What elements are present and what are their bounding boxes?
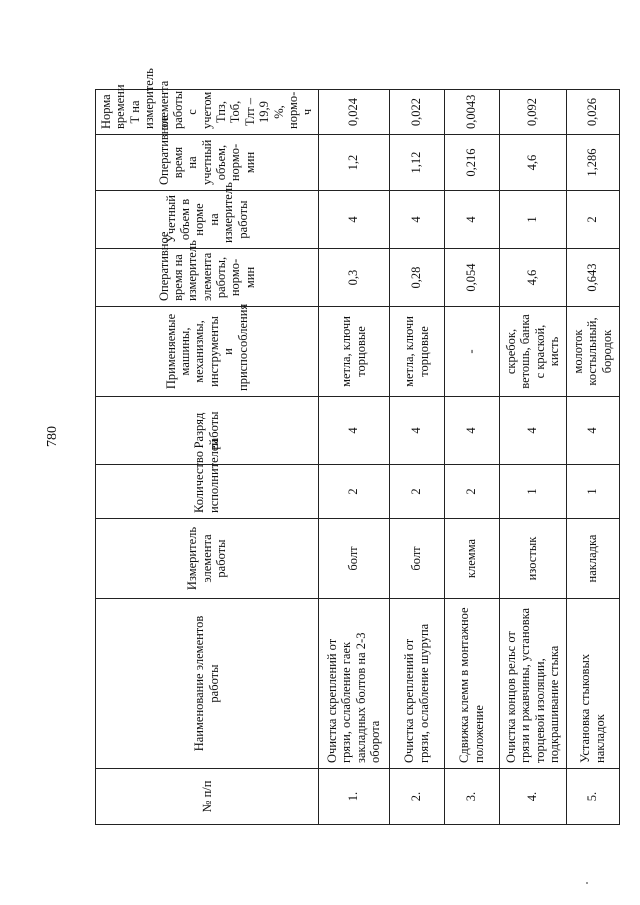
- cell-grade: 4: [318, 397, 389, 465]
- cell-num: 1.: [318, 769, 389, 825]
- header-num: № п/п: [96, 769, 319, 825]
- cell-unit: клемма: [444, 519, 499, 599]
- cell-volume: 4: [318, 191, 389, 249]
- cell-norm: 0,022: [389, 90, 444, 135]
- cell-volume: 1: [499, 191, 566, 249]
- cell-norm: 0,024: [318, 90, 389, 135]
- cell-volume: 2: [566, 191, 619, 249]
- table-row: [566, 90, 619, 825]
- header-volume: Учетный объем в норме на измеритель работы: [96, 191, 319, 249]
- cell-op-time: 0,28: [389, 249, 444, 307]
- cell-name: Очистка скреплений от грязи, ослабление гаек закладных болтов на 2-3 оборота: [318, 599, 389, 769]
- cell-workers: 2: [318, 465, 389, 519]
- header-workers: Количество исполнителей: [96, 465, 319, 519]
- cell-tools: скребок, ветошь, банка с краской, кисть: [499, 307, 566, 397]
- cell-norm: 0,0043: [444, 90, 499, 135]
- header-unit: Измеритель элемента работы: [96, 519, 319, 599]
- cell-unit: изостык: [499, 519, 566, 599]
- cell-unit: болт: [389, 519, 444, 599]
- cell-grade: 4: [499, 397, 566, 465]
- cell-num: 3.: [444, 769, 499, 825]
- cell-name: Установка стыковых накладок: [566, 599, 619, 769]
- page-number: 780: [45, 426, 60, 447]
- norm-table-container: [95, 68, 620, 825]
- header-op-time: Оперативное время на измеритель элемента работы, нормо-мин: [96, 249, 319, 307]
- cell-num: 4.: [499, 769, 566, 825]
- cell-name: Сдвижка клемм в монтажное положение: [444, 599, 499, 769]
- cell-tools: метла, ключи торцовые: [389, 307, 444, 397]
- cell-workers: 2: [444, 465, 499, 519]
- cell-workers: 2: [389, 465, 444, 519]
- header-op-time-volume: Оперативное время на учетный объем, нормо-мин: [96, 135, 319, 191]
- cell-unit: болт: [318, 519, 389, 599]
- cell-op-time: 0,3: [318, 249, 389, 307]
- cell-op-time: 4,6: [499, 249, 566, 307]
- cell-op-time-volume: 1,286: [566, 135, 619, 191]
- table-row: [389, 90, 444, 825]
- cell-workers: 1: [566, 465, 619, 519]
- cell-name: Очистка скреплений от грязи, ослабление шурупа: [389, 599, 444, 769]
- norm-table: [95, 68, 620, 825]
- cell-norm: 0,092: [499, 90, 566, 135]
- cell-num: 2.: [389, 769, 444, 825]
- cell-name: Очистка концов рельс от грязи и ржавчины, установка торцевой изоляции, подкрашивание стыка: [499, 599, 566, 769]
- cell-op-time-volume: 4,6: [499, 135, 566, 191]
- header-name: Наименование элементов работы: [96, 599, 319, 769]
- cell-norm: 0,026: [566, 90, 619, 135]
- table-row: [499, 90, 566, 825]
- cell-op-time: 0,643: [566, 249, 619, 307]
- header-tools: Применяемые машины, механизмы, инструменты и приспособления: [96, 307, 319, 397]
- cell-volume: 4: [444, 191, 499, 249]
- table-header-row: [96, 90, 319, 825]
- header-norm: Норма времени Т на измеритель элемента работы с учетом Тпз, Тоб, Тлт – 19,9 %, нормо-ч: [96, 90, 319, 135]
- cell-op-time-volume: 1,12: [389, 135, 444, 191]
- cell-op-time-volume: 0,216: [444, 135, 499, 191]
- header-grade: Разряд работы: [96, 397, 319, 465]
- cell-grade: 4: [444, 397, 499, 465]
- cell-tools: молоток костыльный, бородок: [566, 307, 619, 397]
- cell-op-time-volume: 1,2: [318, 135, 389, 191]
- table-row: [318, 90, 389, 825]
- cell-volume: 4: [389, 191, 444, 249]
- table-row: [444, 90, 499, 825]
- cell-op-time: 0,054: [444, 249, 499, 307]
- cell-unit: накладка: [566, 519, 619, 599]
- scan-speck: [586, 882, 588, 884]
- cell-tools: метла, ключи торцовые: [318, 307, 389, 397]
- cell-grade: 4: [389, 397, 444, 465]
- cell-grade: 4: [566, 397, 619, 465]
- cell-workers: 1: [499, 465, 566, 519]
- cell-tools: -: [444, 307, 499, 397]
- cell-num: 5.: [566, 769, 619, 825]
